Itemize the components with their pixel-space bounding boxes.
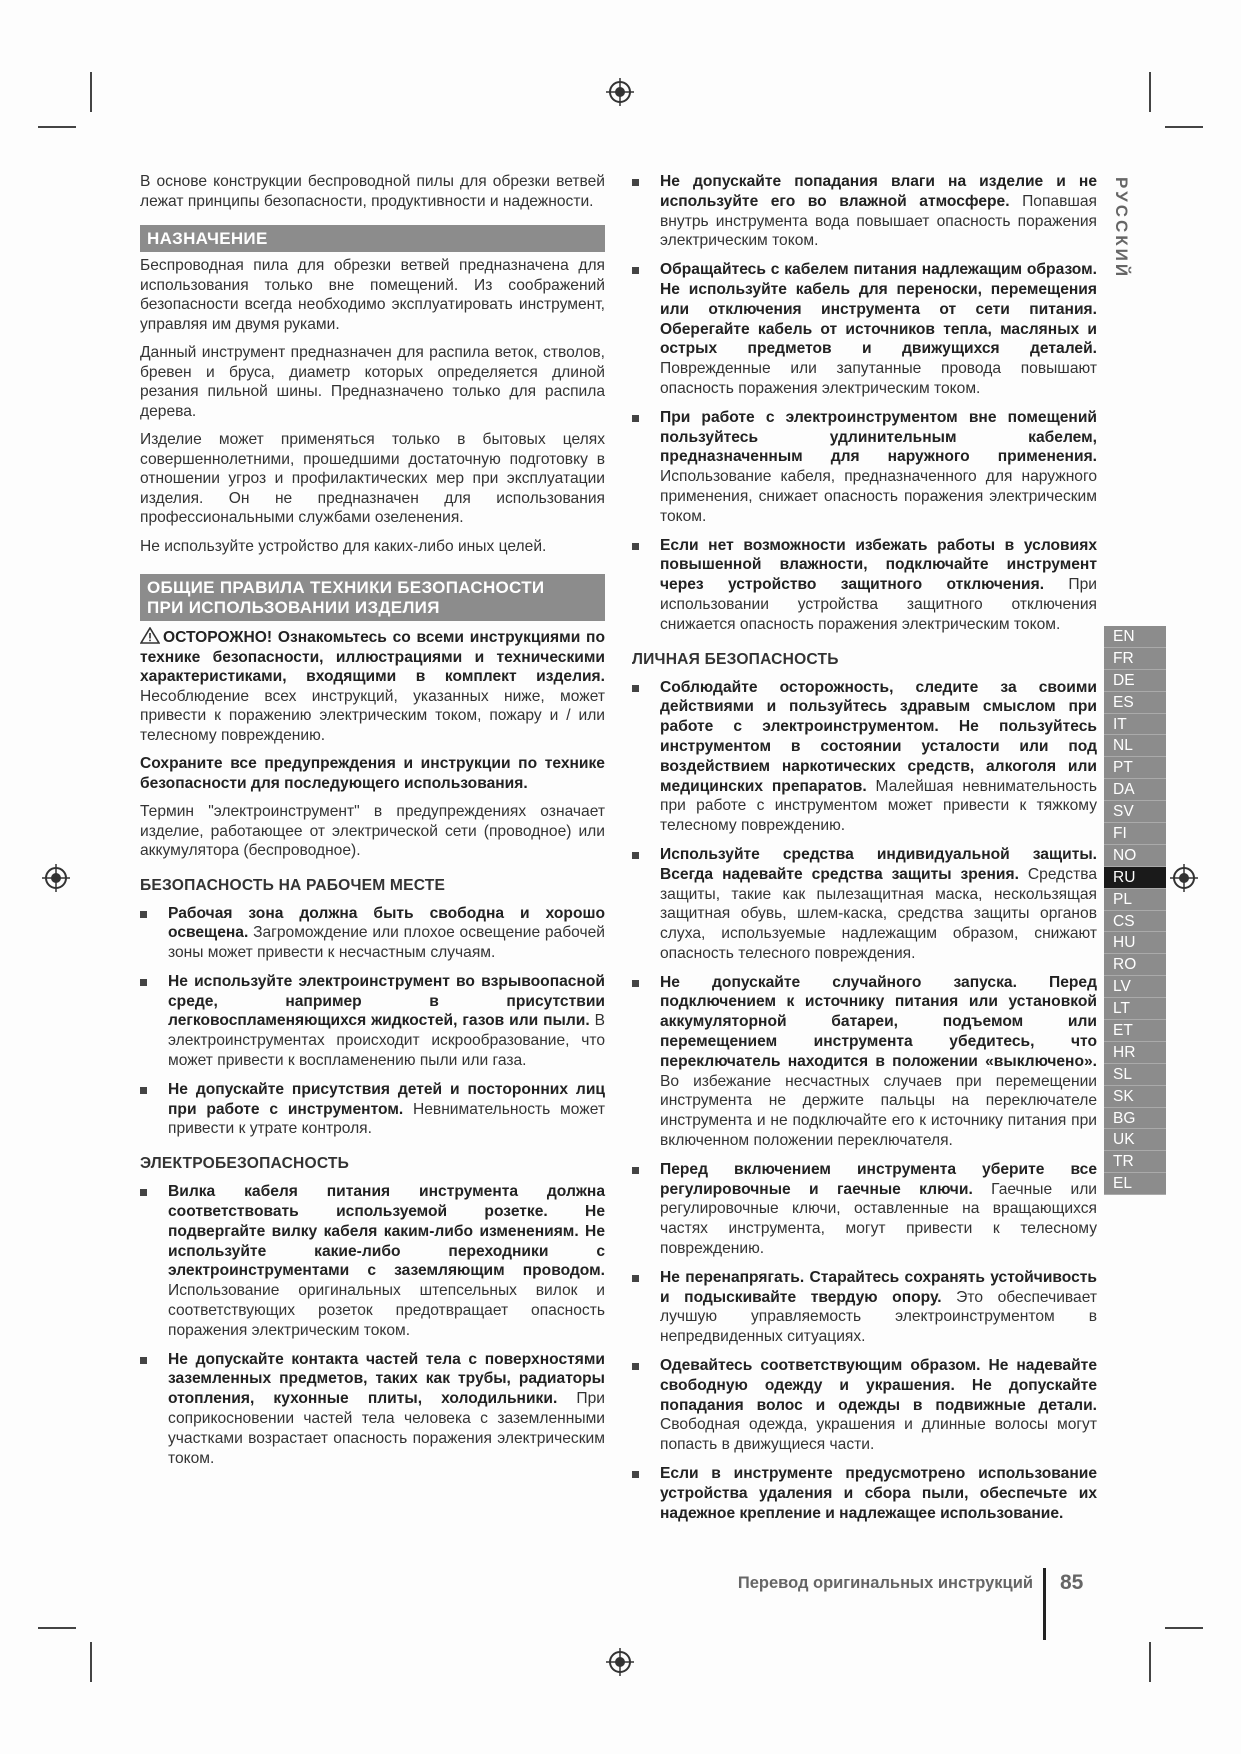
bullet-icon	[632, 1471, 639, 1478]
personal-safety-list	[632, 678, 1097, 1524]
item-text: Малейшая невнимательность при работе с инструментом может привести к тяжкому телесному повреждению.	[660, 777, 1097, 835]
keep-instructions-text: Сохраните все предупреждения и инструкции по технике безопасности для последующего использования.	[140, 755, 605, 792]
item-text: Использование кабеля, предназначенного для наружного применения, снижает опасность поражения электрическим током.	[660, 468, 1097, 525]
language-tab-fr: FR	[1104, 648, 1166, 670]
item-bold-text: Не перенапрягать. Старайтесь сохранять устойчивость и подыскивайте твердую опору.	[660, 1268, 1097, 1306]
item-text: Невнимательность может привести к утрате контроля.	[168, 1100, 605, 1138]
bullet-icon	[632, 852, 639, 859]
item-text: Гаечные или регулировочные ключи, оставленные на вращающихся частях инструмента, могут привести к телесному повреждению.	[660, 1180, 1097, 1258]
language-tab-it: IT	[1104, 714, 1166, 736]
electrical-list-continued	[632, 172, 1097, 635]
item-bold-text: Не допускайте случайного запуска. Перед подключением к источнику питания или установкой аккумуляторной батареи, подъемом или перемещением инструмента убедитесь, что переключатель находится в положении «выключено».	[660, 973, 1097, 1070]
language-tab-sk: SK	[1104, 1086, 1166, 1108]
list-item	[140, 972, 605, 1071]
language-tab-fi: FI	[1104, 823, 1166, 845]
bullet-icon	[140, 979, 147, 986]
registration-mark-icon	[606, 1648, 634, 1676]
crop-mark	[38, 1627, 76, 1629]
list-item	[632, 172, 1097, 251]
list-item	[632, 1356, 1097, 1455]
page-number: 85	[1060, 1571, 1084, 1594]
section-heading-line: ПРИ ИСПОЛЬЗОВАНИИ ИЗДЕЛИЯ	[147, 598, 440, 617]
purpose-paragraph: Не используйте устройство для каких-либо иных целей.	[140, 537, 547, 555]
list-item	[632, 1160, 1097, 1259]
bullet-icon	[632, 1167, 639, 1174]
item-text: Использование оригинальных штепсельных вилок и соответствующих розеток предотвращает опасность поражения электрическим током.	[168, 1282, 605, 1339]
bullet-icon	[632, 980, 639, 987]
item-bold-text: Используйте средства индивидуальной защиты. Всегда надевайте средства защиты зрения.	[660, 845, 1097, 883]
item-text: Попавшая внутрь инструмента вода повышает опасность поражения электрическим током.	[660, 192, 1097, 250]
language-tab-ro: RO	[1104, 954, 1166, 976]
list-item	[632, 1464, 1097, 1523]
crop-mark	[1165, 1627, 1203, 1629]
item-text: Во избежание несчастных случаев при перемещении инструмента не держите пальцы на переключателе инструмента и не подключайте его к источнику питания при включенном положении переключателя.	[660, 1072, 1097, 1150]
language-tab-cs: CS	[1104, 911, 1166, 933]
item-bold-text: При работе с электроинструментом вне помещений пользуйтесь удлинительным кабелем, предназначенным для наружного применения.	[660, 408, 1097, 466]
list-item	[632, 408, 1097, 527]
warning-bold-text: ОСТОРОЖНО! Ознакомьтесь со всеми инструкциями по технике безопасности, иллюстрациями и техническими характеристиками, входящими в комплект изделия.	[140, 629, 605, 685]
item-text: При соприкосновении частей тела человека с заземленными участками возрастает опасность поражения электрическим током.	[168, 1390, 605, 1467]
item-text: В электроинструментах происходит искрообразование, что может привести к воспламенению пыли или газа.	[168, 1012, 605, 1070]
term-paragraph: Термин "электроинструмент" в предупреждениях означает изделие, работающее от электрической сети (проводное) или аккумулятора (беспроводное).	[140, 803, 605, 859]
language-tab-de: DE	[1104, 670, 1166, 692]
item-text: Это обеспечивает лучшую управляемость электроинструментом в непредвиденных ситуациях.	[660, 1288, 1097, 1346]
intro-paragraph: В основе конструкции беспроводной пилы для обрезки ветвей лежат принципы безопасности, продуктивности и надежности.	[140, 173, 605, 210]
language-tab-tr: TR	[1104, 1151, 1166, 1173]
language-tab-sl: SL	[1104, 1064, 1166, 1086]
language-tab-no: NO	[1104, 845, 1166, 867]
subheading-electrical-safety: ЭЛЕКТРОБЕЗОПАСНОСТЬ	[140, 1155, 350, 1173]
bullet-icon	[632, 415, 639, 422]
language-tab-ru: RU	[1104, 867, 1166, 889]
item-bold-text: Не допускайте присутствия детей и посторонних лиц при работе с инструментом.	[168, 1080, 605, 1118]
item-text: Загромождение или плохое освещение рабочей зоны может привести к несчастным случаям.	[168, 924, 605, 962]
bullet-icon	[632, 179, 639, 186]
left-column	[140, 172, 605, 1477]
bullet-icon	[632, 1275, 639, 1282]
language-tab-es: ES	[1104, 692, 1166, 714]
crop-mark	[38, 126, 76, 128]
crop-mark	[90, 72, 92, 112]
language-tab-lt: LT	[1104, 998, 1166, 1020]
warning-paragraph	[140, 627, 605, 745]
warning-text: Несоблюдение всех инструкций, указанных ниже, может привести к поражению электрическим током, пожару и / или телесному повреждению.	[140, 687, 605, 744]
crop-mark	[1165, 126, 1203, 128]
crop-mark	[90, 1642, 92, 1682]
item-text: Поврежденные или запутанные провода повышают опасность поражения электрическим током.	[660, 360, 1097, 397]
electrical-list	[140, 1182, 605, 1468]
item-text: Свободная одежда, украшения и длинные волосы могут попасть в движущиеся части.	[660, 1416, 1097, 1454]
keep-instructions-paragraph	[140, 754, 605, 793]
item-bold-text: Одевайтесь соответствующим образом. Не надевайте свободную одежду и украшения. Не допускайте попадания волос и одежды в подвижные детали.	[660, 1357, 1097, 1414]
section-heading-purpose: НАЗНАЧЕНИЕ	[140, 225, 605, 252]
item-bold-text: Вилка кабеля питания инструмента должна соответствовать используемой розетке. Не подвергайте вилку кабеля каким-либо изменениям. Не используйте какие-либо переходники с электроинструментами с заземляющим проводом.	[168, 1183, 605, 1280]
item-bold-text: Не используйте электроинструмент во взрывоопасной среде, например в присутствии легковоспламеняющихся жидкостей, газов или пыли.	[168, 972, 605, 1030]
language-tab-nl: NL	[1104, 735, 1166, 757]
purpose-paragraph: Данный инструмент предназначен для распила веток, стволов, бревен и бруса, диаметр которых определяется длиной резания пильной шины. Предназначено только для распила дерева.	[140, 344, 605, 420]
item-bold-text: Соблюдайте осторожность, следите за своими действиями и пользуйтесь здравым смыслом при работе с электроинструментом. Не пользуйтесь инструментом в состоянии усталости или под воздействием наркотических средств, алкоголя или медицинских препаратов.	[660, 678, 1097, 795]
list-item	[632, 260, 1097, 399]
language-tabs	[1104, 626, 1166, 1195]
bullet-icon	[632, 1363, 639, 1370]
bullet-icon	[140, 1357, 147, 1364]
subheading-personal-safety: ЛИЧНАЯ БЕЗОПАСНОСТЬ	[632, 650, 839, 668]
list-item	[140, 1182, 605, 1340]
bullet-icon	[140, 911, 147, 918]
purpose-paragraph: Беспроводная пила для обрезки ветвей предназначена для использования только вне помещений. Из соображений безопасности всегда необходимо эксплуатировать инструмент, управляя им двумя руками.	[140, 257, 605, 333]
bullet-icon	[632, 543, 639, 550]
registration-mark-icon	[1170, 864, 1198, 892]
section-heading-line: ОБЩИЕ ПРАВИЛА ТЕХНИКИ БЕЗОПАСНОСТИ	[147, 578, 545, 597]
language-tab-sv: SV	[1104, 801, 1166, 823]
section-heading-general-safety	[140, 574, 605, 621]
language-tab-hu: HU	[1104, 932, 1166, 954]
item-text: При использовании устройства защитного отключения снижается опасность поражения электрическим током.	[660, 576, 1097, 633]
list-item	[140, 904, 605, 963]
crop-mark	[1149, 72, 1151, 112]
language-tab-el: EL	[1104, 1173, 1166, 1195]
footer-caption: Перевод оригинальных инструкций	[737, 1574, 1033, 1592]
language-tab-hr: HR	[1104, 1042, 1166, 1064]
bullet-icon	[140, 1087, 147, 1094]
language-tab-en: EN	[1104, 626, 1166, 648]
item-bold-text: Перед включением инструмента уберите все регулировочные и гаечные ключи.	[660, 1160, 1097, 1198]
list-item	[632, 536, 1097, 635]
list-item	[632, 1268, 1097, 1347]
registration-mark-icon	[606, 78, 634, 106]
list-item	[632, 973, 1097, 1151]
workplace-list	[140, 904, 605, 1140]
item-bold-text: Рабочая зона должна быть свободна и хорошо освещена.	[168, 904, 605, 942]
right-column	[632, 172, 1097, 1532]
language-tab-da: DA	[1104, 779, 1166, 801]
registration-mark-icon	[42, 864, 70, 892]
item-bold-text: Если в инструменте предусмотрено использование устройства удаления и сбора пыли, обеспечьте их надежное крепление и надлежащее использование.	[660, 1465, 1097, 1522]
bullet-icon	[632, 685, 639, 692]
subheading-workplace-safety: БЕЗОПАСНОСТЬ НА РАБОЧЕМ МЕСТЕ	[140, 876, 446, 894]
language-tab-lv: LV	[1104, 976, 1166, 998]
bullet-icon	[632, 267, 639, 274]
list-item	[140, 1350, 605, 1469]
language-tab-pl: PL	[1104, 889, 1166, 911]
item-bold-text: Если нет возможности избежать работы в условиях повышенной влажности, подключайте инструмент через устройство защитного отключения.	[660, 536, 1097, 594]
bullet-icon	[140, 1189, 147, 1196]
item-text: Средства защиты, такие как пылезащитная маска, нескользящая защитная обувь, шлем-каска, средства защиты органов слуха, используемые надлежащим образом, снижают опасность телесного повреждения.	[660, 865, 1098, 962]
list-item	[140, 1080, 605, 1139]
item-bold-text: Не допускайте попадания влаги на изделие и не используйте его во влажной атмосфере.	[660, 173, 1097, 210]
language-tab-uk: UK	[1104, 1129, 1166, 1151]
language-tab-et: ET	[1104, 1020, 1166, 1042]
warning-triangle-icon	[140, 627, 160, 644]
crop-mark	[1149, 1642, 1151, 1682]
item-bold-text: Не допускайте контакта частей тела с поверхностями заземленных предметов, таких как трубы, радиаторы отопления, кухонные плиты, холодильники.	[168, 1350, 605, 1408]
language-tab-pt: PT	[1104, 757, 1166, 779]
footer-divider	[1043, 1568, 1046, 1640]
item-bold-text: Обращайтесь с кабелем питания надлежащим образом. Не используйте кабель для переноски, перемещения или отключения инструмента от сети питания. Оберегайте кабель от источников тепла, масляных и острых предметов и движущихся деталей.	[660, 261, 1097, 358]
side-language-title: РУССКИЙ	[1112, 177, 1131, 280]
purpose-paragraph: Изделие может применяться только в бытовых целях совершеннолетними, прошедшими достаточную подготовку в отношении угроз и профилактических мер при эксплуатации изделия. Он не предназначен для использования профессиональными службами озеленения.	[140, 431, 605, 526]
list-item	[632, 845, 1097, 964]
list-item	[632, 678, 1097, 836]
language-tab-bg: BG	[1104, 1108, 1166, 1130]
